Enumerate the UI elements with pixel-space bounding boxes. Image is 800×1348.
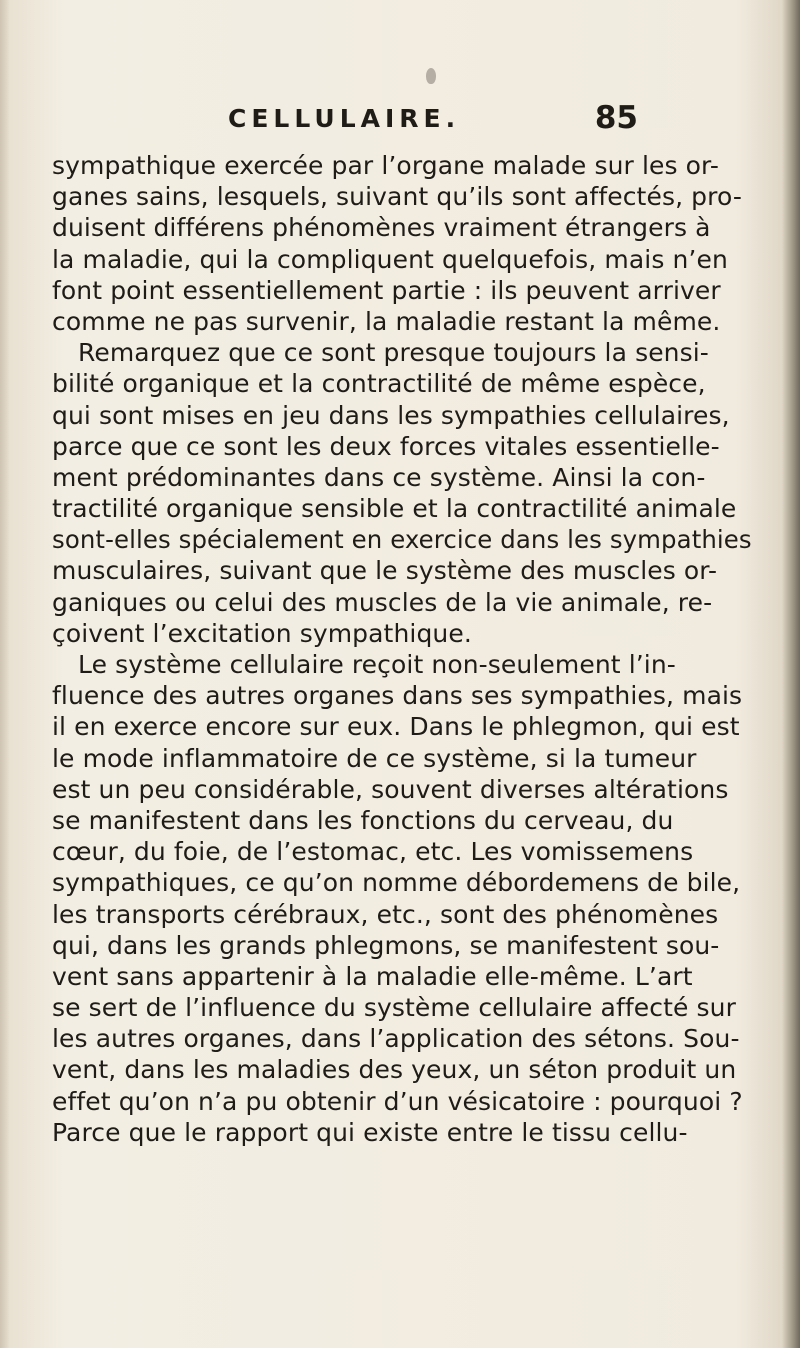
text-line: ganes sains, lesquels, suivant qu’ils sont affectés, pro- (52, 182, 742, 212)
ink-spot (426, 68, 436, 84)
running-head: CELLULAIRE. (228, 104, 461, 133)
body-text (52, 150, 754, 1148)
text-line: fluence des autres organes dans ses sympathies, mais (52, 681, 743, 711)
text-line: font point essentiellement partie : ils peuvent arriver (52, 275, 721, 305)
text-line: duisent différens phénomènes vraiment étrangers à (52, 213, 711, 243)
text-line: ganiques ou celui des muscles de la vie animale, re- (52, 587, 713, 617)
text-line: Parce que le rapport qui existe entre le tissu cellu- (52, 1117, 688, 1147)
text-line: effet qu’on n’a pu obtenir d’un vésicatoire : pourquoi ? (52, 1086, 743, 1116)
text-line: comme ne pas survenir, la maladie restant la même. (52, 306, 721, 336)
text-line: sont-elles spécialement en exercice dans les sympathies (52, 525, 752, 555)
text-line: ment prédominantes dans ce système. Ainsi la con- (52, 462, 706, 492)
text-line: la maladie, qui la compliquent quelquefois, mais n’en (52, 244, 728, 274)
text-line: vent sans appartenir à la maladie elle-même. L’art (52, 961, 693, 991)
page-shadow-left (0, 0, 10, 1348)
text-line: se sert de l’influence du système cellulaire affecté sur (52, 993, 736, 1023)
text-line: vent, dans les maladies des yeux, un séton produit un (52, 1055, 737, 1085)
page-header (228, 100, 638, 138)
text-line: çoivent l’excitation sympathique. (52, 618, 472, 648)
text-line: bilité organique et la contractilité de même espèce, (52, 369, 706, 399)
page-number: 85 (594, 100, 638, 136)
text-line: les autres organes, dans l’application des sétons. Sou- (52, 1024, 740, 1054)
paragraph-start-line: Remarquez que ce sont presque toujours la sensi- (78, 338, 709, 368)
page-shadow-right (782, 0, 800, 1348)
text-line: qui, dans les grands phlegmons, se manifestent sou- (52, 930, 720, 960)
text-line: musculaires, suivant que le système des muscles or- (52, 556, 718, 586)
text-line: cœur, du foie, de l’estomac, etc. Les vomissemens (52, 837, 694, 867)
text-line: tractilité organique sensible et la contractilité animale (52, 494, 737, 524)
text-line: parce que ce sont les deux forces vitales essentielle- (52, 431, 720, 461)
paragraph-start-line: Le système cellulaire reçoit non-seulement l’in- (78, 650, 676, 679)
text-line: sympathique exercée par l’organe malade sur les or- (52, 151, 719, 180)
text-line: le mode inflammatoire de ce système, si la tumeur (52, 743, 697, 773)
text-line: les transports cérébraux, etc., sont des phénomènes (52, 899, 719, 929)
text-line: est un peu considérable, souvent diverses altérations (52, 774, 729, 804)
text-line: qui sont mises en jeu dans les sympathies cellulaires, (52, 400, 730, 430)
text-line: il en exerce encore sur eux. Dans le phlegmon, qui est (52, 712, 740, 742)
text-line: sympathiques, ce qu’on nomme débordemens de bile, (52, 868, 741, 898)
text-line: se manifestent dans les fonctions du cerveau, du (52, 805, 674, 835)
